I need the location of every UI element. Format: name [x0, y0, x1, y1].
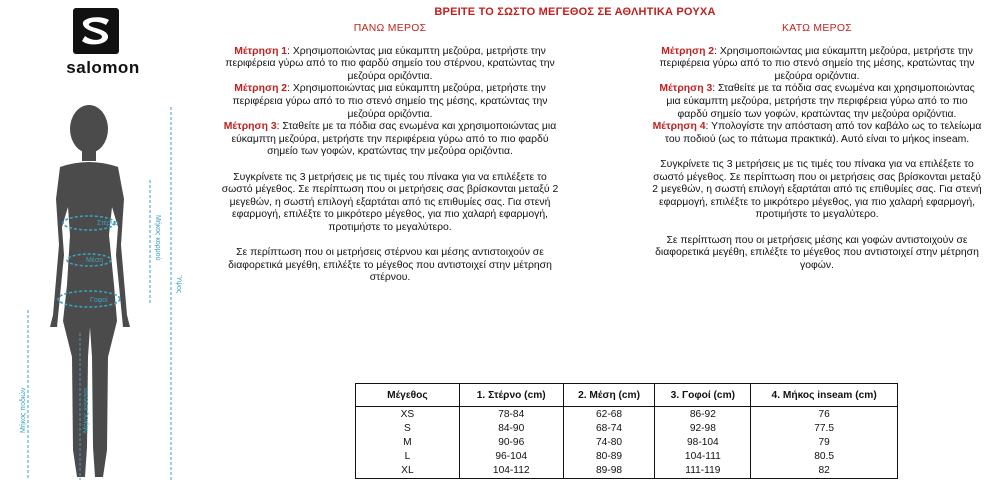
cell-hips: 104-111 — [655, 450, 751, 464]
table-row — [356, 407, 898, 422]
measure-text: : Σταθείτε με τα πόδια σας ενωμένα και χρησιμοποιώντας μια εύκαμπτη μεζούρα, μετρήστε την περιφέρεια γύρω από το πιο φαρδύ σημείο των γοφών, κρατώντας την μεζούρα οριζόντια. — [231, 121, 557, 158]
cell-inseam: 80.5 — [751, 450, 898, 464]
measure-text: : Χρησιμοποιώντας μια εύκαμπτη μεζούρα, μετρήστε την περιφέρεια γύρω από το πιο στενό σημείο της μέσης, κρατώντας την μεζούρα οριζόντια. — [232, 83, 548, 120]
torso-length-label: Μήκος κορμού — [154, 215, 161, 261]
height-label: Ύψος — [175, 275, 182, 294]
size-table — [355, 383, 898, 479]
cell-chest: 90-96 — [459, 435, 563, 449]
salomon-wordmark: salomon — [66, 58, 140, 77]
upper-body-instructions — [220, 23, 560, 285]
cell-size: XL — [356, 464, 460, 479]
cell-hips: 86-92 — [655, 407, 751, 422]
measure-label: Μέτρηση 4 — [652, 121, 706, 133]
body-measurement-figure — [0, 95, 200, 490]
cell-size: XS — [356, 407, 460, 422]
cell-waist: 74-80 — [563, 435, 655, 449]
upper-note-text: Σε περίπτωση που οι μετρήσεις στέρνου και μέσης αντιστοιχούν σε διαφορετικά μεγέθη, επιλέξτε το μέγεθος που αντιστοιχεί στην μέτρηση στέρνου. — [228, 247, 552, 284]
lower-measurement-2 — [652, 46, 982, 84]
page-title: ΒΡΕΙΤΕ ΤΟ ΣΩΣΤΟ ΜΕΓΕΘΟΣ ΣΕ ΑΘΛΗΤΙΚΑ ΡΟΥΧΑ — [434, 6, 716, 18]
lower-measurement-3 — [652, 83, 982, 121]
cell-waist: 80-89 — [563, 450, 655, 464]
salomon-logo-mark — [73, 8, 119, 54]
cell-waist: 62-68 — [563, 407, 655, 422]
upper-compare-text: Συγκρίνετε τις 3 μετρήσεις με τις τιμές του πίνακα για να επιλέξετε το σωστό μέγεθος. Σε περίπτωση που οι μετρήσεις σας βρίσκονται μεταξύ 2 μεγεθών, η σωστή επιλογή εξαρτάται από τις επιθυμίες σας. Για στενή εφαρμογή, επιλέξτε το μικρότερο μέγεθος, για πιο χαλαρή εφαρμογή, προτιμήστε το μεγαλύτερο. — [221, 171, 559, 233]
leg-length-label: Μήκος ποδιών — [20, 387, 27, 433]
cell-waist: 89-98 — [563, 464, 655, 479]
header-inseam: 4. Μήκος inseam (cm) — [751, 384, 898, 407]
cell-size: S — [356, 421, 460, 435]
cell-inseam: 76 — [751, 407, 898, 422]
cell-chest: 78-84 — [459, 407, 563, 422]
header-size: Μέγεθος — [356, 384, 460, 407]
upper-measurement-2 — [220, 83, 560, 121]
cell-inseam: 79 — [751, 435, 898, 449]
header-waist: 2. Μέση (cm) — [563, 384, 655, 407]
lower-note-text: Σε περίπτωση που οι μετρήσεις μέσης και γοφών αντιστοιχούν σε διαφορετικά μεγέθη, επιλέξτε το μέγεθος που αντιστοιχεί στην μέτρηση γοφών. — [655, 234, 979, 271]
chest-label: Στέρνο — [97, 220, 119, 227]
measure-text: : Χρησιμοποιώντας μια εύκαμπτη μεζούρα, μετρήστε την περιφέρεια γύρω από το πιο φαρδύ σημείο του στέρνου, κρατώντας την μεζούρα οριζόντια. — [225, 45, 555, 82]
waist-label: Μέση — [86, 257, 104, 264]
upper-measurement-1 — [220, 46, 560, 84]
cell-hips: 111-119 — [655, 464, 751, 479]
cell-inseam: 77.5 — [751, 421, 898, 435]
cell-waist: 68-74 — [563, 421, 655, 435]
lower-body-instructions — [652, 23, 982, 272]
cell-chest: 84-90 — [459, 421, 563, 435]
measure-text: : Σταθείτε με τα πόδια σας ενωμένα και χρησιμοποιώντας μια εύκαμπτη μεζούρα, μετρήστε την περιφέρεια γύρω από το πιο φαρδύ σημείο των γοφών, κρατώντας την μεζούρα οριζόντια. — [666, 83, 975, 120]
upper-measurement-3 — [220, 121, 560, 159]
measure-text: : Χρησιμοποιώντας μια εύκαμπτη μεζούρα, μετρήστε την περιφέρεια γύρω από το πιο στενό σημείο της μέσης, κρατώντας την μεζούρα οριζόντια. — [659, 45, 975, 82]
table-row — [356, 450, 898, 464]
lower-heading: ΚΑΤΩ ΜΕΡΟΣ — [782, 23, 852, 34]
measure-text: : Υπολογίστε την απόσταση από τον καβάλο ως το τελείωμα του ποδιού (ως το πάτωμα πρακτικά). Αυτό είναι το μήκος inseam. — [664, 121, 982, 145]
measure-label: Μέτρηση 2 — [661, 45, 715, 57]
lower-compare-text: Συγκρίνετε τις 3 μετρήσεις με τις τιμές του πίνακα για να επιλέξετε το σωστό μέγεθος. Σε περίπτωση που οι μετρήσεις σας βρίσκονται μεταξύ 2 μεγεθών, η σωστή επιλογή εξαρτάται από τις επιθυμίες σας. Για στενή εφαρμογή, επιλέξτε το μικρότερο μέγεθος, για πιο χαλαρή εφαρμογή, προτιμήστε το μεγαλύτερο. — [652, 158, 982, 221]
inseam-label: Μήκος inseam — [83, 388, 90, 433]
table-row — [356, 464, 898, 479]
upper-heading: ΠΑΝΩ ΜΕΡΟΣ — [353, 23, 427, 34]
cell-size: L — [356, 450, 460, 464]
header-hips: 3. Γοφοί (cm) — [655, 384, 751, 407]
cell-hips: 98-104 — [655, 435, 751, 449]
cell-hips: 92-98 — [655, 421, 751, 435]
table-row — [356, 421, 898, 435]
measure-label: Μέτρηση 2 — [234, 83, 288, 95]
hips-label: Γοφοί — [90, 297, 108, 304]
size-table-header — [356, 384, 898, 407]
lower-measurement-4 — [652, 121, 982, 146]
cell-chest: 96-104 — [459, 450, 563, 464]
measure-label: Μέτρηση 3 — [223, 121, 277, 133]
cell-chest: 104-112 — [459, 464, 563, 479]
table-row — [356, 435, 898, 449]
cell-inseam: 82 — [751, 464, 898, 479]
header-chest: 1. Στέρνο (cm) — [459, 384, 563, 407]
cell-size: M — [356, 435, 460, 449]
measure-label: Μέτρηση 3 — [659, 83, 713, 95]
measure-label: Μέτρηση 1 — [234, 45, 288, 57]
